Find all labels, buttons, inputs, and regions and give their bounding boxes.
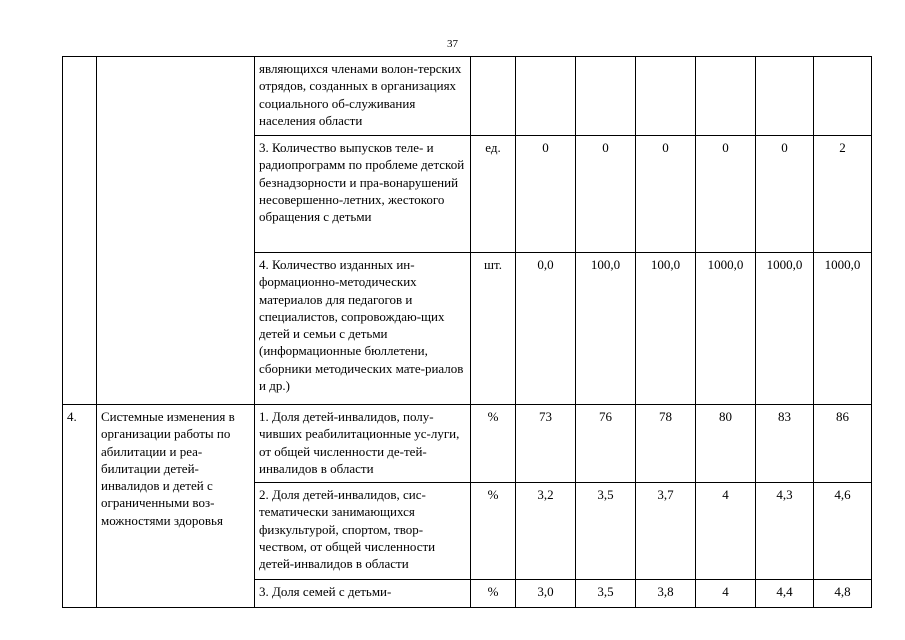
value-cell: 1000,0 xyxy=(696,253,756,405)
value-cell: 4,8 xyxy=(814,580,872,608)
value-cell: 0 xyxy=(516,136,576,253)
value-cell: 3,2 xyxy=(516,483,576,580)
value-cell xyxy=(756,57,814,136)
value-cell xyxy=(516,57,576,136)
value-cell: 4 xyxy=(696,580,756,608)
value-cell: 0 xyxy=(696,136,756,253)
row-number xyxy=(63,57,97,405)
value-cell: 73 xyxy=(516,405,576,483)
table-row xyxy=(63,57,872,136)
value-cell: 83 xyxy=(756,405,814,483)
indicator-cell: 2. Доля детей-инвалидов, сис-тематически занимающихся физкультурой, спортом, твор-чеством, от общей численности детей-инвалидов в области xyxy=(255,483,471,580)
value-cell: 3,0 xyxy=(516,580,576,608)
value-cell: 1000,0 xyxy=(814,253,872,405)
value-cell: 3,8 xyxy=(636,580,696,608)
indicator-cell: 4. Количество изданных ин-формационно-методических материалов для педагогов и специалистов, сопровождаю-щих детей и семьи с детьми (информационные бюллетени, сборники методических мате-риалов и др.) xyxy=(255,253,471,405)
value-cell: 4 xyxy=(696,483,756,580)
value-cell: 78 xyxy=(636,405,696,483)
value-cell xyxy=(814,57,872,136)
table-row xyxy=(63,405,872,483)
value-cell: 80 xyxy=(696,405,756,483)
indicators-table xyxy=(62,56,872,608)
value-cell xyxy=(576,57,636,136)
value-cell: 100,0 xyxy=(576,253,636,405)
value-cell: 0 xyxy=(636,136,696,253)
value-cell: 76 xyxy=(576,405,636,483)
indicator-cell: являющихся членами волон-терских отрядов, созданных в организациях социального об-служивания населения области xyxy=(255,57,471,136)
direction-cell xyxy=(97,57,255,405)
unit-cell: % xyxy=(471,405,516,483)
direction-cell: Системные изменения в организации работы по абилитации и реа-билитации детей-инвалидов и детей с ограниченными воз-можностями здоровья xyxy=(97,405,255,608)
value-cell: 4,4 xyxy=(756,580,814,608)
value-cell xyxy=(696,57,756,136)
value-cell: 86 xyxy=(814,405,872,483)
value-cell: 2 xyxy=(814,136,872,253)
value-cell: 0 xyxy=(756,136,814,253)
value-cell: 3,7 xyxy=(636,483,696,580)
value-cell: 100,0 xyxy=(636,253,696,405)
value-cell: 0 xyxy=(576,136,636,253)
page-number: 37 xyxy=(447,38,458,50)
value-cell: 3,5 xyxy=(576,580,636,608)
value-cell xyxy=(636,57,696,136)
unit-cell xyxy=(471,57,516,136)
unit-cell: ед. xyxy=(471,136,516,253)
indicator-cell: 3. Количество выпусков теле- и радиопрограмм по проблеме детской безнадзорности и пра-вонарушений несовершенно-летних, жестокого обращения с детьми xyxy=(255,136,471,253)
value-cell: 4,3 xyxy=(756,483,814,580)
indicator-cell: 1. Доля детей-инвалидов, полу-чивших реабилитационные ус-луги, от общей численности де-тей-инвалидов в области xyxy=(255,405,471,483)
unit-cell: % xyxy=(471,580,516,608)
value-cell: 1000,0 xyxy=(756,253,814,405)
value-cell: 4,6 xyxy=(814,483,872,580)
unit-cell: шт. xyxy=(471,253,516,405)
indicator-cell: 3. Доля семей с детьми- xyxy=(255,580,471,608)
value-cell: 3,5 xyxy=(576,483,636,580)
row-number: 4. xyxy=(63,405,97,608)
value-cell: 0,0 xyxy=(516,253,576,405)
unit-cell: % xyxy=(471,483,516,580)
